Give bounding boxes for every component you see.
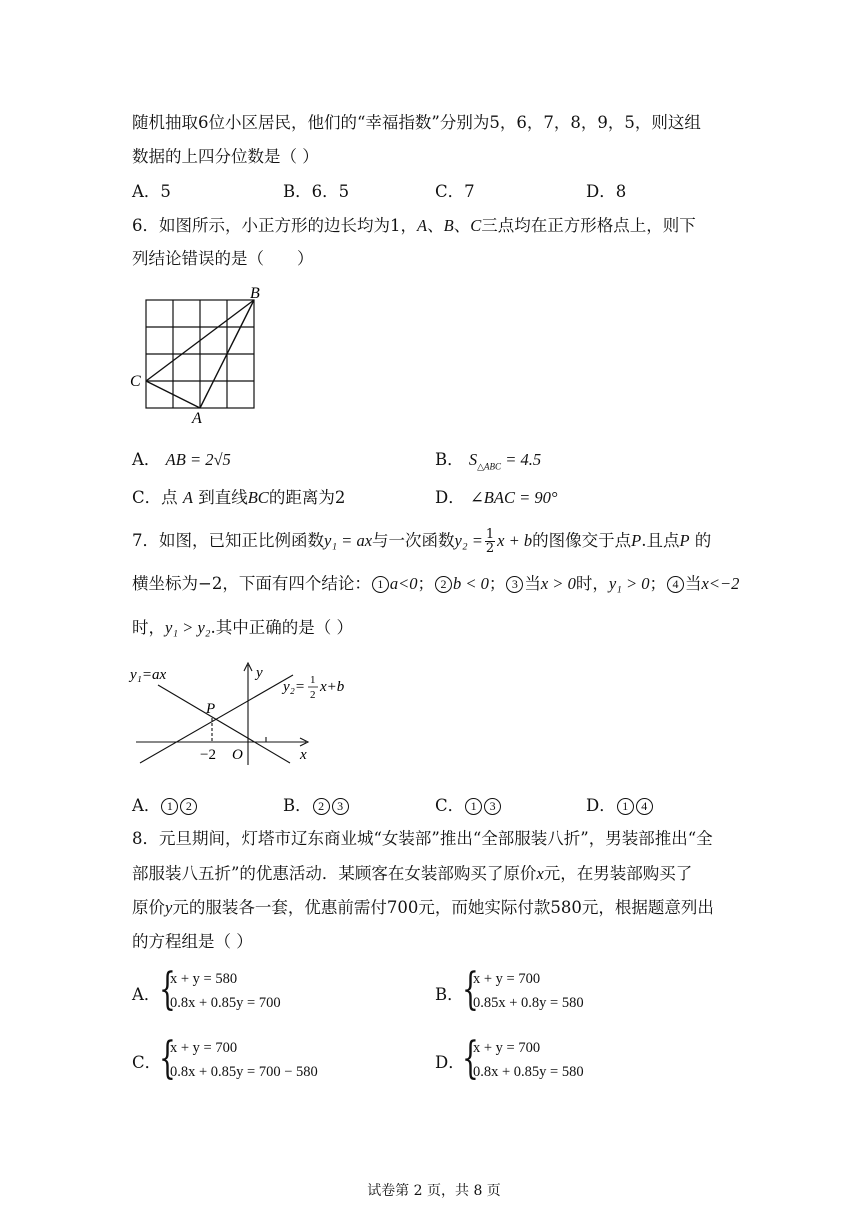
q7-label-origin: O xyxy=(232,747,243,763)
q6-option-b: B． $S_{\triangle ABC} = 4.5$ xyxy=(435,450,542,472)
q8-option-d-eq1: x + y = 700 xyxy=(473,1040,541,1056)
q6-label-b: B xyxy=(250,285,260,302)
q8-option-d-label: D． xyxy=(435,1053,465,1072)
q8-option-c-brace: { xyxy=(159,1033,176,1084)
q5-option-c: C．7 xyxy=(435,182,475,201)
q7-line2: 横坐标为−2，下面有四个结论： 1 a<0； 2 b < 0； 3 当x > 0时，y₁ > 0； 4 当x<−2 xyxy=(132,574,740,593)
q8-line4: 的方程组是（ ） xyxy=(132,932,253,951)
q7-line3: 时，y₁ > y₂.其中正确的是（ ） xyxy=(132,618,354,637)
q7-label-x-axis: x xyxy=(300,747,307,763)
q8-line3: 原价y元的服装各一套，优惠前需付700元，而她实际付款580元，根据题意列出 xyxy=(132,898,714,917)
q7-label-y2-den: 2 xyxy=(310,689,316,701)
q5-option-d: D．8 xyxy=(586,182,627,201)
q6-line1: 6．如图所示，小正方形的边长均为1，A、B、C三点均在正方形格点上，则下 xyxy=(132,216,696,235)
q8-line1: 8．元旦期间，灯塔市辽东商业城“女装部”推出“全部服装八折”，男装部推出“全 xyxy=(132,829,713,848)
q7-graph-figure xyxy=(128,655,358,770)
q8-option-c-eq1: x + y = 700 xyxy=(170,1040,238,1056)
q8-line2: 部服装八五折”的优惠活动．某顾客在女装部购买了原价x元，在男装部购买了 xyxy=(132,864,693,883)
q6-grid-figure xyxy=(128,282,268,427)
q6-option-c: C．点 A 到直线BC的距离为2 xyxy=(132,488,346,507)
q8-option-b-eq1: x + y = 700 xyxy=(473,971,541,987)
q7-line1: 7．如图，已知正比例函数y₁ = ax与一次函数y₂ = $\frac{1}{2}$ x + b的图像交于点P.且点P 的 xyxy=(132,527,712,556)
q6-option-a: A． AB = 2√5 xyxy=(132,450,231,469)
q5-option-b: B．6．5 xyxy=(283,182,350,201)
q6-line2: 列结论错误的是（ ） xyxy=(132,249,314,268)
q7-label-y2-num: 1 xyxy=(310,674,316,686)
q8-option-b-brace: { xyxy=(462,964,479,1015)
q8-option-c-eq2: 0.8x + 0.85y = 700 − 580 xyxy=(170,1064,318,1080)
q7-label-y2: y₂= xyxy=(283,679,305,695)
page-footer: 试卷第 2 页，共 8 页 xyxy=(367,1183,501,1199)
q8-option-b-label: B． xyxy=(435,985,464,1004)
q5-option-a: A．5 xyxy=(132,182,171,201)
q7-option-b: B． 2 3 xyxy=(283,796,350,816)
q6-option-d: D． ∠BAC = 90° xyxy=(435,488,558,507)
q7-label-y1: y₁=ax xyxy=(130,667,167,683)
q8-option-b-eq2: 0.85x + 0.8y = 580 xyxy=(473,995,584,1011)
q8-option-d-brace: { xyxy=(462,1033,479,1084)
q8-option-a-label: A． xyxy=(132,985,161,1004)
q6-label-c: C xyxy=(130,373,141,390)
q7-option-d: D． 1 4 xyxy=(586,796,654,816)
q7-option-c: C． 1 3 xyxy=(435,796,502,816)
q5-line2: 数据的上四分位数是（ ） xyxy=(132,147,319,166)
q8-option-a-eq2: 0.8x + 0.85y = 700 xyxy=(170,995,281,1011)
q6-label-a: A xyxy=(192,410,202,427)
q5-line1: 随机抽取6位小区居民，他们的“幸福指数”分别为5，6，7，8，9，5，则这组 xyxy=(132,113,701,132)
q8-option-a-eq1: x + y = 580 xyxy=(170,971,238,987)
q7-option-a: A． 1 2 xyxy=(132,796,198,816)
q8-option-c-label: C． xyxy=(132,1053,162,1072)
q7-label-y2-rest: x+b xyxy=(320,679,345,695)
q8-option-a-brace: { xyxy=(159,964,176,1015)
q7-label-neg2: −2 xyxy=(200,747,216,763)
q7-label-p: P xyxy=(206,701,216,717)
q8-option-d-eq2: 0.8x + 0.85y = 580 xyxy=(473,1064,584,1080)
q7-label-y-axis: y xyxy=(256,665,263,681)
